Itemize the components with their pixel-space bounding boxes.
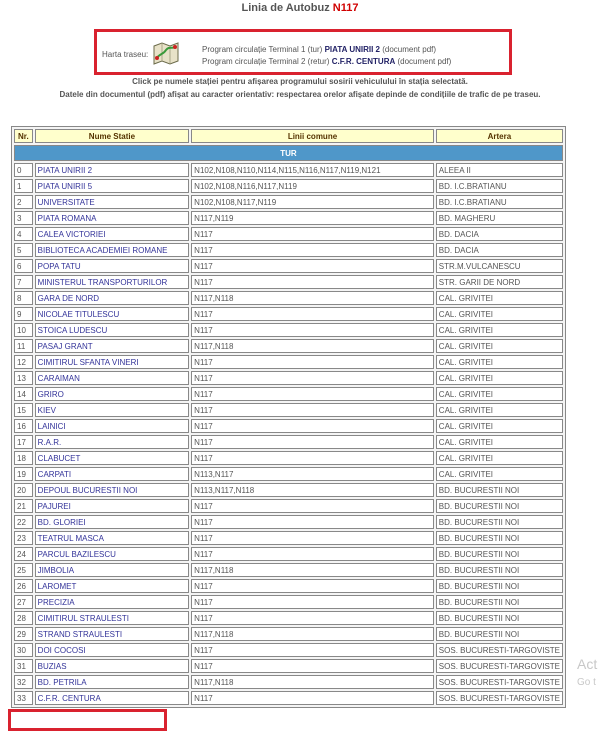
artery-cell: BD. I.C.BRATIANU [436, 195, 563, 209]
station-name-cell[interactable] [35, 243, 190, 257]
artery-cell: BD. MAGHERU [436, 211, 563, 225]
common-lines-cell: N117 [191, 323, 434, 337]
instructions-note: Click pe numele stației pentru afișarea programului sosirii vehiculului în stația selectată. [132, 77, 468, 86]
station-link[interactable]: NICOLAE TITULESCU [37, 309, 120, 319]
program2-suffix: (document pdf) [397, 57, 452, 66]
station-number-cell: 5 [14, 243, 33, 257]
station-name-cell[interactable] [35, 691, 190, 705]
station-name-cell[interactable] [35, 659, 190, 673]
station-name-cell[interactable] [35, 163, 190, 177]
map-label: Harta traseu: [102, 50, 149, 59]
table-row [14, 355, 563, 369]
station-name-cell[interactable] [35, 483, 190, 497]
common-lines-cell: N117 [191, 419, 434, 433]
station-link[interactable]: UNIVERSITATE [37, 197, 95, 207]
common-lines-cell: N117,N118 [191, 291, 434, 305]
program2-prefix: Program circulație Terminal 2 (retur) [202, 57, 330, 66]
station-number-cell: 31 [14, 659, 33, 673]
table-row [14, 291, 563, 305]
artery-cell: SOS. BUCURESTI-TARGOVISTE [436, 675, 563, 689]
station-link[interactable]: STOICA LUDESCU [37, 325, 108, 335]
table-row [14, 547, 563, 561]
station-link[interactable]: PIATA UNIRII 2 [37, 165, 93, 175]
common-lines-cell: N117,N118 [191, 563, 434, 577]
watermark-line1: Act [577, 656, 598, 672]
station-number-cell: 1 [14, 179, 33, 193]
artery-cell: CAL. GRIVITEI [436, 339, 563, 353]
common-lines-cell: N117 [191, 403, 434, 417]
station-number-cell: 22 [14, 515, 33, 529]
common-lines-cell: N102,N108,N117,N119 [191, 195, 434, 209]
station-name-cell[interactable] [35, 563, 190, 577]
station-name-cell[interactable] [35, 515, 190, 529]
station-number-cell: 4 [14, 227, 33, 241]
station-link[interactable]: STRAND STRAULESTI [37, 629, 123, 639]
artery-cell: CAL. GRIVITEI [436, 451, 563, 465]
artery-cell: CAL. GRIVITEI [436, 419, 563, 433]
station-number-cell: 30 [14, 643, 33, 657]
station-link[interactable]: PASAJ GRANT [37, 341, 93, 351]
station-name-cell[interactable] [35, 419, 190, 433]
table-row [14, 515, 563, 529]
station-number-cell: 8 [14, 291, 33, 305]
station-number-cell: 20 [14, 483, 33, 497]
station-link[interactable]: PIATA UNIRII 5 [37, 181, 93, 191]
table-row [14, 483, 563, 497]
common-lines-cell: N117 [191, 355, 434, 369]
common-lines-cell: N117,N119 [191, 211, 434, 225]
station-link[interactable]: PARCUL BAZILESCU [37, 549, 116, 559]
common-lines-cell: N117 [191, 227, 434, 241]
artery-cell: CAL. GRIVITEI [436, 291, 563, 305]
station-link[interactable]: DEPOUL BUCURESTII NOI [37, 485, 138, 495]
common-lines-cell: N117,N118 [191, 627, 434, 641]
table-row [14, 419, 563, 433]
station-link[interactable]: R.A.R. [37, 437, 62, 447]
common-lines-cell: N117 [191, 515, 434, 529]
artery-cell: BD. BUCURESTII NOI [436, 483, 563, 497]
artery-cell: BD. BUCURESTII NOI [436, 499, 563, 513]
station-name-cell[interactable] [35, 275, 190, 289]
table-row [14, 259, 563, 273]
station-link[interactable]: CLABUCET [37, 453, 81, 463]
station-name-cell[interactable] [35, 403, 190, 417]
station-number-cell: 16 [14, 419, 33, 433]
program2-link[interactable]: C.F.R. CENTURA [331, 57, 396, 66]
artery-cell: BD. DACIA [436, 227, 563, 241]
common-lines-cell: N117 [191, 387, 434, 401]
program1-prefix: Program circulație Terminal 1 (tur) [202, 45, 323, 54]
station-number-cell: 27 [14, 595, 33, 609]
table-row [14, 499, 563, 513]
station-name-cell[interactable] [35, 211, 190, 225]
station-link[interactable]: CARAIMAN [37, 373, 80, 383]
station-link[interactable]: CARPATI [37, 469, 72, 479]
artery-cell: BD. BUCURESTII NOI [436, 579, 563, 593]
artery-cell: SOS. BUCURESTI-TARGOVISTE [436, 691, 563, 705]
artery-cell: STR. GARII DE NORD [436, 275, 563, 289]
station-link[interactable]: GRIRO [37, 389, 64, 399]
station-name-cell[interactable] [35, 611, 190, 625]
common-lines-cell: N117 [191, 275, 434, 289]
station-link[interactable]: POPA TATU [37, 261, 81, 271]
table-row [14, 211, 563, 225]
artery-cell: BD. BUCURESTII NOI [436, 627, 563, 641]
station-number-cell: 6 [14, 259, 33, 273]
artery-cell: SOS. BUCURESTI-TARGOVISTE [436, 643, 563, 657]
station-link[interactable]: LAROMET [37, 581, 77, 591]
table-row [14, 531, 563, 545]
common-lines-cell: N117,N118 [191, 675, 434, 689]
station-number-cell: 13 [14, 371, 33, 385]
common-lines-cell: N117 [191, 243, 434, 257]
table-row [14, 163, 563, 177]
table-row [14, 595, 563, 609]
common-lines-cell: N117 [191, 451, 434, 465]
table-row [14, 563, 563, 577]
station-name-cell[interactable] [35, 499, 190, 513]
common-lines-cell: N117 [191, 691, 434, 705]
station-link[interactable]: BD. GLORIEI [37, 517, 86, 527]
common-lines-cell: N117 [191, 643, 434, 657]
highlight-frame-program [94, 29, 512, 75]
artery-cell: CAL. GRIVITEI [436, 435, 563, 449]
artery-cell: BD. BUCURESTII NOI [436, 547, 563, 561]
station-number-cell: 24 [14, 547, 33, 561]
station-link[interactable]: CIMITIRUL STRAULESTI [37, 613, 129, 623]
title-prefix: Linia de Autobuz [241, 2, 330, 14]
station-link[interactable]: BD. PETRILA [37, 677, 87, 687]
station-number-cell: 0 [14, 163, 33, 177]
common-lines-cell: N117 [191, 371, 434, 385]
watermark-line2: Go t [577, 677, 596, 688]
station-name-cell[interactable] [35, 371, 190, 385]
station-link[interactable]: KIEV [37, 405, 56, 415]
station-number-cell: 18 [14, 451, 33, 465]
header-nr: Nr. [14, 129, 33, 143]
station-link[interactable]: LAINICI [37, 421, 66, 431]
station-link[interactable]: CIMITIRUL SFANTA VINERI [37, 357, 139, 367]
artery-cell: CAL. GRIVITEI [436, 387, 563, 401]
program1-link[interactable]: PIATA UNIRII 2 [324, 45, 380, 54]
station-link[interactable]: DOI COCOSI [37, 645, 86, 655]
station-number-cell: 14 [14, 387, 33, 401]
artery-cell: CAL. GRIVITEI [436, 403, 563, 417]
station-number-cell: 25 [14, 563, 33, 577]
station-number-cell: 21 [14, 499, 33, 513]
station-number-cell: 2 [14, 195, 33, 209]
station-name-cell[interactable] [35, 259, 190, 273]
table-row [14, 387, 563, 401]
station-name-cell[interactable] [35, 675, 190, 689]
table-row [14, 179, 563, 193]
artery-cell: BD. BUCURESTII NOI [436, 611, 563, 625]
station-number-cell: 17 [14, 435, 33, 449]
artery-cell: CAL. GRIVITEI [436, 467, 563, 481]
station-name-cell[interactable] [35, 179, 190, 193]
station-link[interactable]: BUZIAS [37, 661, 67, 671]
station-number-cell: 23 [14, 531, 33, 545]
table-row [14, 403, 563, 417]
common-lines-cell: N117 [191, 435, 434, 449]
station-link[interactable]: PRECIZIA [37, 597, 75, 607]
line-number: N117 [332, 2, 359, 14]
common-lines-cell: N102,N108,N110,N114,N115,N116,N117,N119,N121 [191, 163, 434, 177]
station-number-cell: 7 [14, 275, 33, 289]
table-row [14, 675, 563, 689]
station-number-cell: 10 [14, 323, 33, 337]
station-number-cell: 3 [14, 211, 33, 225]
station-number-cell: 26 [14, 579, 33, 593]
section-label: TUR [14, 145, 563, 161]
common-lines-cell: N117 [191, 531, 434, 545]
station-name-cell[interactable] [35, 387, 190, 401]
station-link[interactable]: TEATRUL MASCA [37, 533, 104, 543]
station-name-cell[interactable] [35, 291, 190, 305]
station-name-cell[interactable] [35, 627, 190, 641]
station-number-cell: 28 [14, 611, 33, 625]
station-number-cell: 32 [14, 675, 33, 689]
station-link[interactable]: PIATA ROMANA [37, 213, 97, 223]
common-lines-cell: N117 [191, 595, 434, 609]
artery-cell: BD. I.C.BRATIANU [436, 179, 563, 193]
table-row [14, 435, 563, 449]
station-number-cell: 11 [14, 339, 33, 353]
table-row [14, 579, 563, 593]
station-name-cell[interactable] [35, 467, 190, 481]
station-name-cell[interactable] [35, 547, 190, 561]
common-lines-cell: N117 [191, 547, 434, 561]
artery-cell: BD. BUCURESTII NOI [436, 595, 563, 609]
artery-cell: CAL. GRIVITEI [436, 371, 563, 385]
station-link[interactable]: C.F.R. CENTURA [37, 693, 101, 703]
table-row [14, 323, 563, 337]
station-link[interactable]: MINISTERUL TRANSPORTURILOR [37, 277, 168, 287]
station-name-cell[interactable] [35, 643, 190, 657]
artery-cell: ALEEA II [436, 163, 563, 177]
station-name-cell[interactable] [35, 595, 190, 609]
table-row [14, 627, 563, 641]
table-header-row [14, 129, 563, 143]
disclaimer-note: Datele din documentul (pdf) afișat au caracter orientativ: respectarea orelor afișate depinde de condițiile de trafic de pe traseu. [59, 90, 541, 99]
table-row [14, 611, 563, 625]
table-row [14, 659, 563, 673]
header-lines: Linii comune [191, 129, 434, 143]
table-row [14, 307, 563, 321]
station-link[interactable]: CALEA VICTORIEI [37, 229, 106, 239]
common-lines-cell: N117 [191, 499, 434, 513]
station-name-cell[interactable] [35, 451, 190, 465]
station-link[interactable]: JIMBOLIA [37, 565, 75, 575]
header-name: Nume Statie [35, 129, 190, 143]
station-name-cell[interactable] [35, 531, 190, 545]
artery-cell: STR.M.VULCANESCU [436, 259, 563, 273]
header-artera: Artera [436, 129, 563, 143]
artery-cell: BD. BUCURESTII NOI [436, 531, 563, 545]
common-lines-cell: N102,N108,N116,N117,N119 [191, 179, 434, 193]
station-number-cell: 29 [14, 627, 33, 641]
table-row [14, 371, 563, 385]
artery-cell: CAL. GRIVITEI [436, 323, 563, 337]
station-name-cell[interactable] [35, 339, 190, 353]
station-number-cell: 15 [14, 403, 33, 417]
table-row [14, 691, 563, 705]
table-row [14, 467, 563, 481]
artery-cell: BD. DACIA [436, 243, 563, 257]
table-row [14, 227, 563, 241]
station-name-cell[interactable] [35, 195, 190, 209]
station-name-cell[interactable] [35, 435, 190, 449]
common-lines-cell: N113,N117 [191, 467, 434, 481]
artery-cell: CAL. GRIVITEI [436, 307, 563, 321]
program1-suffix: (document pdf) [382, 45, 437, 54]
station-name-cell[interactable] [35, 579, 190, 593]
station-name-cell[interactable] [35, 355, 190, 369]
common-lines-cell: N117 [191, 579, 434, 593]
artery-cell: BD. BUCURESTII NOI [436, 563, 563, 577]
table-row [14, 643, 563, 657]
common-lines-cell: N117 [191, 259, 434, 273]
station-number-cell: 33 [14, 691, 33, 705]
common-lines-cell: N117 [191, 659, 434, 673]
common-lines-cell: N117 [191, 611, 434, 625]
station-name-cell[interactable] [35, 307, 190, 321]
section-row [14, 145, 563, 161]
page-title [0, 2, 600, 14]
common-lines-cell: N113,N117,N118 [191, 483, 434, 497]
table-row [14, 275, 563, 289]
stations-table [11, 126, 566, 708]
station-link[interactable]: GARA DE NORD [37, 293, 100, 303]
highlight-frame-last-station [8, 709, 167, 731]
station-number-cell: 19 [14, 467, 33, 481]
table-row [14, 195, 563, 209]
station-number-cell: 12 [14, 355, 33, 369]
artery-cell: BD. BUCURESTII NOI [436, 515, 563, 529]
station-number-cell: 9 [14, 307, 33, 321]
artery-cell: SOS. BUCURESTI-TARGOVISTE [436, 659, 563, 673]
station-link[interactable]: PAJUREI [37, 501, 71, 511]
common-lines-cell: N117 [191, 307, 434, 321]
table-row [14, 243, 563, 257]
artery-cell: CAL. GRIVITEI [436, 355, 563, 369]
table-row [14, 339, 563, 353]
station-name-cell[interactable] [35, 227, 190, 241]
station-name-cell[interactable] [35, 323, 190, 337]
common-lines-cell: N117,N118 [191, 339, 434, 353]
table-row [14, 451, 563, 465]
station-link[interactable]: BIBLIOTECA ACADEMIEI ROMANE [37, 245, 168, 255]
